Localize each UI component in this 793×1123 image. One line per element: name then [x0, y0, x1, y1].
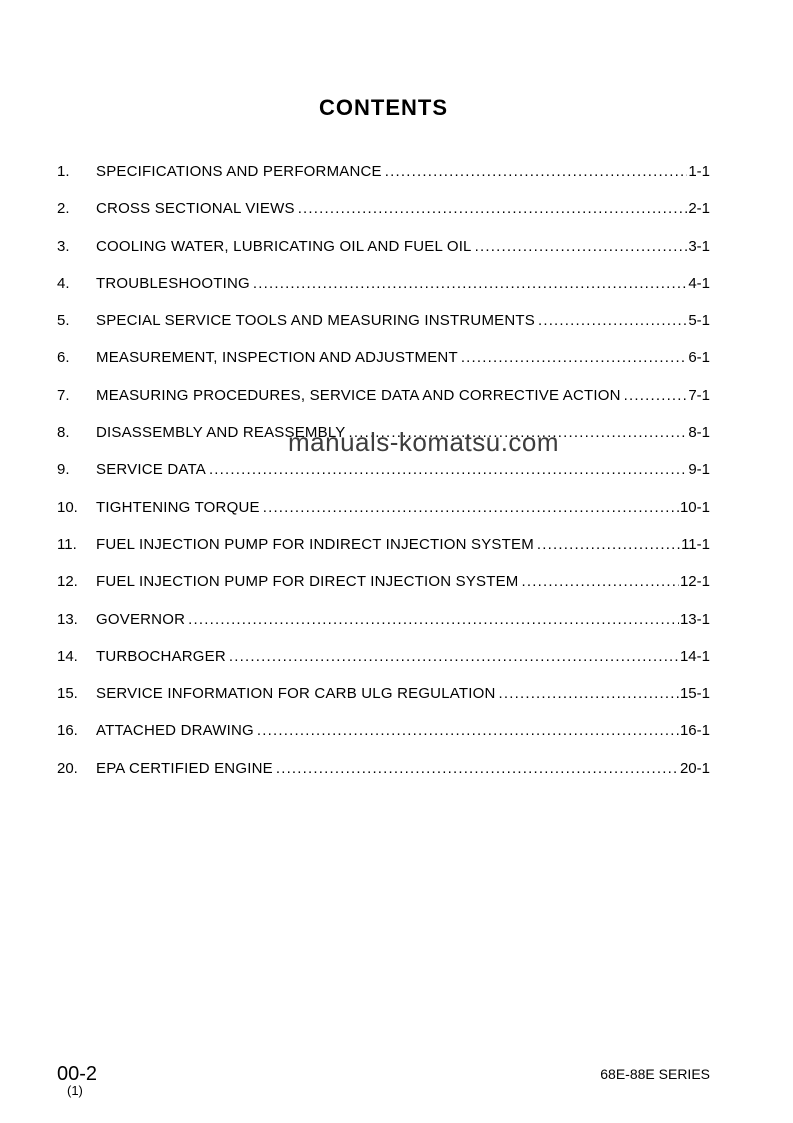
toc-entry-page-number: 9-1	[688, 461, 710, 479]
watermark: manuals-komatsu.com	[288, 427, 560, 457]
toc-dot-leader	[624, 387, 688, 404]
toc-entry-title: ATTACHED DRAWING	[96, 722, 254, 740]
toc-entry-page-number: 10-1	[679, 498, 710, 516]
toc-entry-title: SPECIFICATIONS AND PERFORMANCE	[96, 163, 382, 180]
toc-entry-number: 8.	[57, 424, 70, 442]
table-of-contents	[57, 163, 710, 797]
toc-entry-title: CROSS SECTIONAL VIEWS	[96, 200, 295, 218]
toc-entry-title: GOVERNOR	[96, 610, 186, 628]
toc-entry-page-number: 6-1	[688, 349, 710, 367]
toc-dot-leader	[276, 760, 679, 777]
toc-entry-page-number: 1-1	[688, 163, 710, 180]
toc-entry-title: FUEL INJECTION PUMP FOR DIRECT INJECTION SYSTEM	[96, 573, 519, 591]
toc-dot-leader	[538, 312, 687, 329]
toc-entry-page-number: 16-1	[679, 722, 710, 740]
toc-entry-number: 3.	[57, 237, 70, 255]
toc-entry-number: 11.	[57, 535, 77, 553]
toc-entry-page-number: 11-1	[681, 535, 710, 553]
toc-entry-title: COOLING WATER, LUBRICATING OIL AND FUEL OIL	[96, 237, 472, 255]
toc-entry	[57, 648, 710, 665]
toc-entry	[57, 200, 710, 217]
toc-entry	[57, 573, 710, 590]
toc-entry	[57, 461, 710, 478]
toc-entry-number: 5.	[57, 312, 70, 330]
toc-entry	[57, 536, 710, 553]
toc-dot-leader	[229, 648, 679, 665]
toc-entry-title: TIGHTENING TORQUE	[96, 498, 260, 516]
toc-entry	[57, 349, 710, 366]
footer-series-label: 68E-88E SERIES	[600, 1066, 710, 1082]
toc-entry	[57, 387, 710, 404]
toc-dot-leader	[188, 611, 679, 628]
toc-entry-page-number: 15-1	[679, 685, 710, 703]
toc-entry-title: SPECIAL SERVICE TOOLS AND MEASURING INSTRUMENTS	[96, 312, 535, 330]
toc-entry-page-number: 5-1	[688, 312, 710, 330]
toc-entry	[57, 312, 710, 329]
toc-dot-leader	[209, 461, 687, 478]
toc-entry-page-number: 3-1	[688, 237, 710, 255]
toc-entry-title: DISASSEMBLY AND REASSEMBLY	[96, 424, 346, 442]
toc-entry	[57, 238, 710, 255]
toc-entry-number: 13.	[57, 610, 78, 628]
toc-entry-number: 15.	[57, 685, 78, 703]
toc-entry-page-number: 13-1	[679, 610, 710, 628]
toc-entry-title: TURBOCHARGER	[96, 647, 226, 665]
toc-entry-number: 16.	[57, 722, 78, 740]
toc-entry-page-number: 8-1	[688, 424, 710, 442]
toc-entry-number: 10.	[57, 498, 78, 516]
toc-entry	[57, 722, 710, 739]
toc-entry-title: SERVICE INFORMATION FOR CARB ULG REGULATION	[96, 685, 496, 703]
toc-dot-leader	[298, 200, 688, 217]
toc-entry-title: SERVICE DATA	[96, 461, 206, 479]
toc-entry-number: 6.	[57, 349, 70, 367]
toc-entry	[57, 760, 710, 777]
toc-dot-leader	[498, 685, 678, 702]
toc-entry-number: 1.	[57, 163, 70, 180]
page-title: CONTENTS	[319, 95, 448, 120]
toc-entry-title: EPA CERTIFIED ENGINE	[96, 759, 273, 777]
toc-entry-number: 20.	[57, 759, 78, 777]
toc-entry	[57, 275, 710, 292]
footer-revision-number: (1)	[67, 1083, 83, 1098]
toc-entry	[57, 499, 710, 516]
toc-entry-page-number: 12-1	[679, 573, 710, 591]
toc-dot-leader	[253, 275, 687, 292]
toc-dot-leader	[385, 163, 688, 180]
toc-entry-page-number: 7-1	[688, 386, 710, 404]
toc-entry	[57, 685, 710, 702]
toc-dot-leader	[263, 499, 679, 516]
toc-dot-leader	[461, 349, 688, 366]
toc-entry-title: MEASURING PROCEDURES, SERVICE DATA AND CORRECTIVE ACTION	[96, 386, 621, 404]
toc-entry-number: 12.	[57, 573, 78, 591]
toc-entry-number: 14.	[57, 647, 78, 665]
toc-entry-title: TROUBLESHOOTING	[96, 274, 250, 292]
toc-entry-page-number: 20-1	[679, 759, 710, 777]
toc-entry-number: 9.	[57, 461, 70, 479]
toc-entry-title: FUEL INJECTION PUMP FOR INDIRECT INJECTION SYSTEM	[96, 535, 534, 553]
toc-entry-number: 7.	[57, 386, 70, 404]
footer-page-number: 00-2	[57, 1063, 98, 1085]
toc-dot-leader	[257, 722, 679, 739]
toc-dot-leader	[475, 238, 688, 255]
toc-entry-page-number: 4-1	[688, 274, 710, 292]
toc-entry-number: 2.	[57, 200, 70, 218]
toc-dot-leader	[537, 536, 680, 553]
toc-entry	[57, 611, 710, 628]
toc-dot-leader	[522, 573, 679, 590]
toc-entry-page-number: 14-1	[679, 647, 710, 665]
toc-entry-page-number: 2-1	[688, 200, 710, 218]
toc-entry-number: 4.	[57, 274, 70, 292]
toc-entry-title: MEASUREMENT, INSPECTION AND ADJUSTMENT	[96, 349, 458, 367]
toc-entry	[57, 163, 710, 180]
